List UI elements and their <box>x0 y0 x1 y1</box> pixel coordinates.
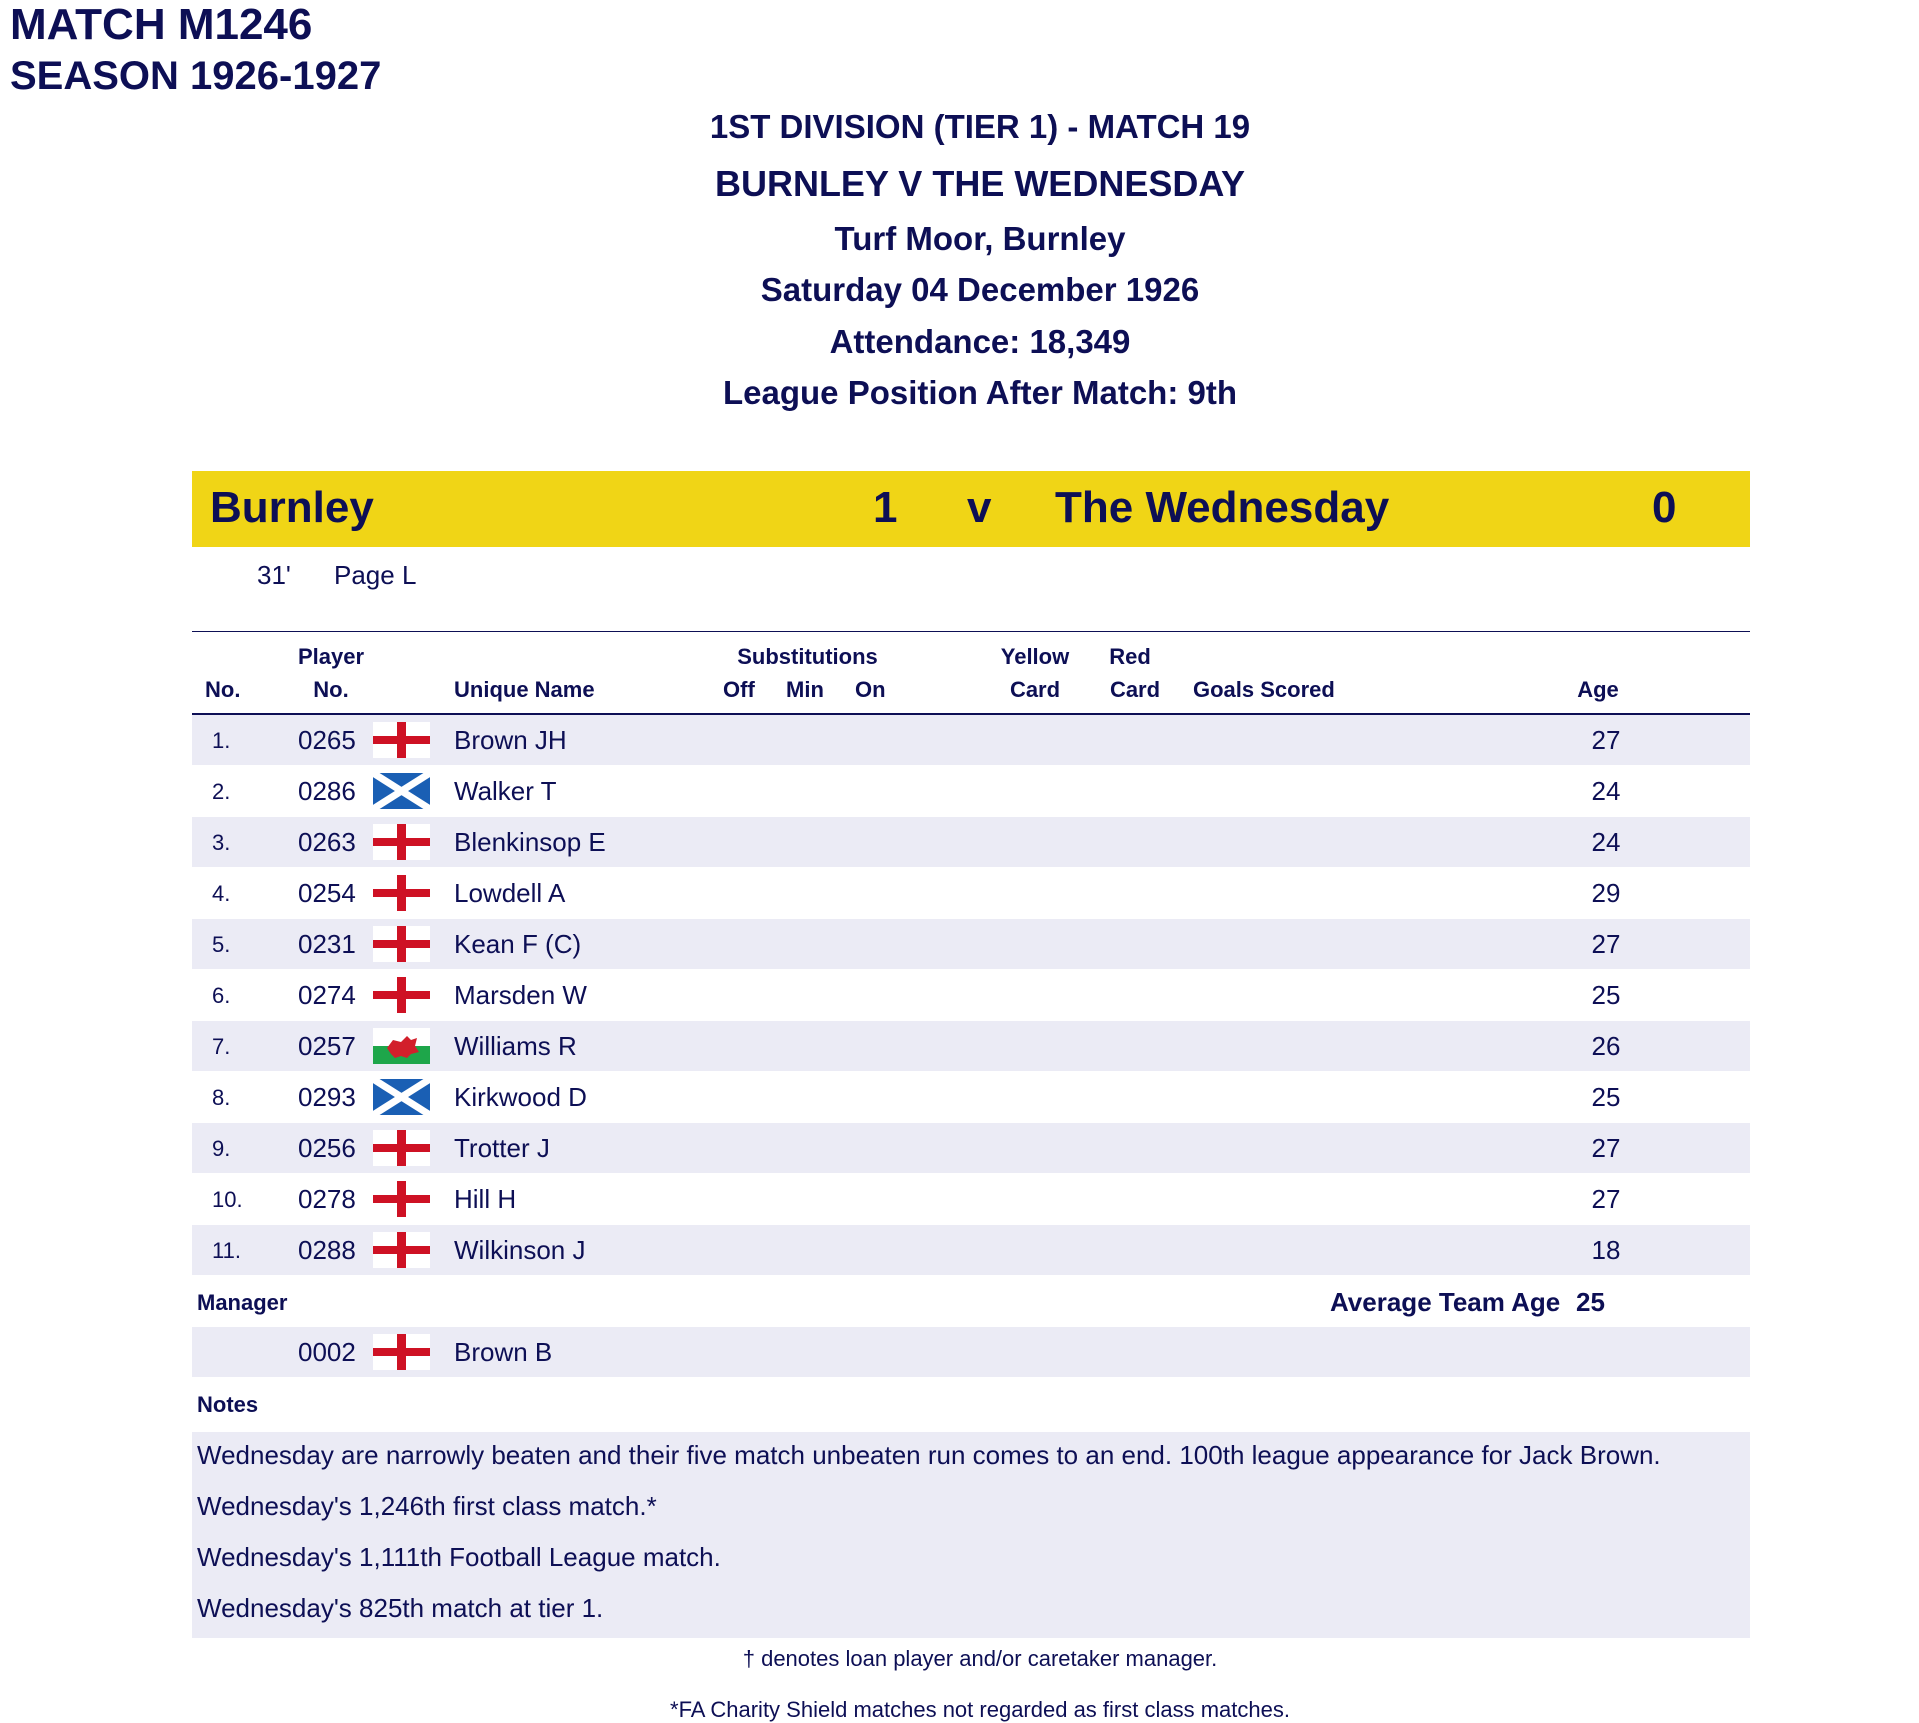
england-flag-icon <box>373 1130 430 1166</box>
col-player-no-top: Player <box>297 644 365 669</box>
manager-row <box>192 1327 1750 1377</box>
goal-minute: 31' <box>257 560 291 590</box>
fixture-title: BURNLEY V THE WEDNESDAY <box>714 163 1246 204</box>
scotland-flag-icon <box>373 773 430 809</box>
col-unique-name: Unique Name <box>454 677 595 702</box>
row-number: 3. <box>212 830 231 855</box>
note-line: Wednesday's 1,111th Football League match. <box>197 1542 721 1572</box>
note-line: Wednesday's 825th match at tier 1. <box>197 1593 604 1623</box>
player-number: 0278 <box>298 1184 356 1214</box>
player-name: Trotter J <box>454 1133 550 1163</box>
col-substitutions: Substitutions <box>737 644 878 669</box>
table-row <box>192 1123 1750 1173</box>
player-number: 0263 <box>298 827 356 857</box>
col-age: Age <box>1577 677 1619 702</box>
season: SEASON 1926-1927 <box>10 54 382 98</box>
division-title: 1ST DIVISION (TIER 1) - MATCH 19 <box>709 108 1251 145</box>
loan-footnote: † denotes loan player and/or caretaker manager. <box>742 1646 1218 1671</box>
player-name: Williams R <box>454 1031 577 1061</box>
player-age: 27 <box>1591 929 1621 959</box>
col-goals-scored: Goals Scored <box>1193 677 1335 702</box>
player-number: 0265 <box>298 725 356 755</box>
player-number: 0231 <box>298 929 356 959</box>
wales-flag-icon <box>373 1028 430 1064</box>
row-number: 1. <box>212 728 231 753</box>
average-age-label: Average Team Age <box>1330 1287 1561 1317</box>
manager-number: 0002 <box>298 1337 356 1367</box>
player-number: 0288 <box>298 1235 356 1265</box>
row-number: 4. <box>212 881 231 906</box>
scotland-flag-icon <box>373 1079 430 1115</box>
row-number: 7. <box>212 1034 231 1059</box>
match-date: Saturday 04 December 1926 <box>760 271 1200 308</box>
away-team: The Wednesday <box>1055 483 1390 532</box>
player-number: 0293 <box>298 1082 356 1112</box>
col-yellow-top: Yellow <box>1000 644 1070 669</box>
home-score: 1 <box>873 483 898 532</box>
table-row <box>192 868 1750 918</box>
charity-footnote: *FA Charity Shield matches not regarded as first class matches. <box>670 1697 1290 1722</box>
player-age: 27 <box>1591 1133 1621 1163</box>
col-no: No. <box>205 677 241 702</box>
col-red-bottom: Card <box>1109 677 1161 702</box>
player-name: Marsden W <box>454 980 587 1010</box>
row-number: 9. <box>212 1136 231 1161</box>
player-number: 0256 <box>298 1133 356 1163</box>
table-row <box>192 1174 1750 1224</box>
col-sub-on: On <box>855 677 886 702</box>
player-name: Walker T <box>454 776 557 806</box>
player-name: Blenkinsop E <box>454 827 606 857</box>
match-code: MATCH M1246 <box>10 0 313 49</box>
player-name: Kirkwood D <box>454 1082 587 1112</box>
player-age: 26 <box>1591 1031 1621 1061</box>
england-flag-icon <box>373 1181 430 1217</box>
player-age: 25 <box>1591 1082 1621 1112</box>
england-flag-icon <box>373 722 430 758</box>
notes-label: Notes <box>197 1392 259 1417</box>
england-flag-icon <box>373 1334 430 1370</box>
average-age-value: 25 <box>1576 1287 1605 1317</box>
england-flag-icon <box>373 977 430 1013</box>
attendance: Attendance: 18,349 <box>829 323 1131 360</box>
england-flag-icon <box>373 926 430 962</box>
player-number: 0286 <box>298 776 356 806</box>
table-row <box>192 817 1750 867</box>
player-age: 27 <box>1591 1184 1621 1214</box>
note-line: Wednesday are narrowly beaten and their five match unbeaten run comes to an end. 100th league appearance for Jack Brown. <box>197 1440 1661 1470</box>
player-age: 27 <box>1591 725 1621 755</box>
player-name: Brown JH <box>454 725 567 755</box>
player-name: Hill H <box>454 1184 517 1214</box>
col-sub-min: Min <box>786 677 824 702</box>
player-age: 24 <box>1591 827 1621 857</box>
table-row <box>192 766 1750 816</box>
player-name: Lowdell A <box>454 878 566 908</box>
england-flag-icon <box>373 875 430 911</box>
goal-scorer: Page L <box>334 560 417 590</box>
col-red-top: Red <box>1109 644 1151 669</box>
row-number: 5. <box>212 932 231 957</box>
england-flag-icon <box>373 1232 430 1268</box>
player-number: 0257 <box>298 1031 356 1061</box>
venue: Turf Moor, Burnley <box>834 220 1126 257</box>
league-position: League Position After Match: 9th <box>723 374 1237 411</box>
col-sub-off: Off <box>723 677 755 702</box>
table-row <box>192 1225 1750 1275</box>
england-flag-icon <box>373 824 430 860</box>
player-age: 25 <box>1591 980 1621 1010</box>
row-number: 11. <box>212 1238 241 1263</box>
away-score: 0 <box>1652 483 1677 532</box>
table-row <box>192 1072 1750 1122</box>
row-number: 10. <box>212 1187 243 1212</box>
player-name: Wilkinson J <box>454 1235 586 1265</box>
col-yellow-bottom: Card <box>1009 677 1061 702</box>
score-bar <box>192 471 1750 547</box>
table-row <box>192 715 1750 765</box>
player-age: 29 <box>1591 878 1621 908</box>
table-row <box>192 970 1750 1020</box>
col-player-no-bottom: No. <box>313 677 349 702</box>
player-number: 0274 <box>298 980 356 1010</box>
player-age: 18 <box>1591 1235 1621 1265</box>
table-row <box>192 919 1750 969</box>
section-divider <box>192 631 1750 632</box>
manager-label: Manager <box>197 1290 288 1315</box>
manager-name: Brown B <box>454 1337 553 1367</box>
versus-label: v <box>967 483 992 532</box>
player-name: Kean F (C) <box>454 929 582 959</box>
table-row <box>192 1021 1750 1071</box>
player-age: 24 <box>1591 776 1621 806</box>
row-number: 2. <box>212 779 231 804</box>
player-number: 0254 <box>298 878 356 908</box>
row-number: 6. <box>212 983 231 1008</box>
row-number: 8. <box>212 1085 231 1110</box>
home-team: Burnley <box>210 483 374 532</box>
note-line: Wednesday's 1,246th first class match.* <box>197 1491 657 1521</box>
